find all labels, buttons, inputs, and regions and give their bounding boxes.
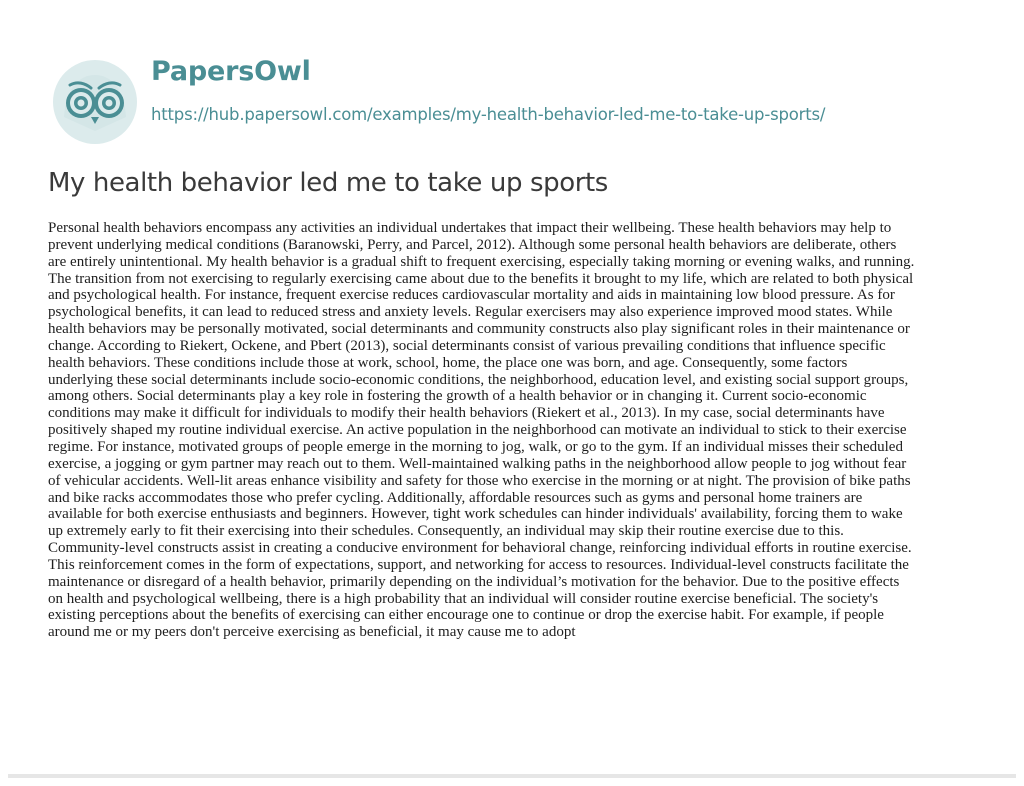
body-text-line: underlying these social determinants include socio-economic conditions, the neighborhood, education level, and existing social support groups, (48, 371, 909, 388)
footer-divider (8, 774, 1016, 778)
body-text-line: positively shaped my routine individual exercise. An active population in the neighborhood can motivate an individual to stick to their exercise (48, 422, 907, 439)
body-text-line: available for both exercise enthusiasts and beginners. However, tight work schedules can hinder individuals' availability, forcing them to wake (48, 506, 903, 523)
body-text-line: are entirely unintentional. My health behavior is a gradual shift to frequent exercising, especially taking morning or evening walks, and running. (48, 253, 915, 270)
document-title: My health behavior led me to take up sports (48, 168, 608, 198)
body-text-line: up extremely early to fit their exercising into their schedules. Consequently, an individual may skip their routine exercise due to this. (48, 523, 844, 540)
source-url-link[interactable]: https://hub.papersowl.com/examples/my-health-behavior-led-me-to-take-up-sports/ (151, 105, 826, 124)
body-text-line: maintenance or disregard of a health behavior, primarily depending on the individual’s motivation for the behavior. Due to the positive effects (48, 573, 900, 590)
body-text-line: existing perceptions about the benefits of exercising can either encourage one to continue or drop the exercise habit. For example, if people (48, 607, 884, 624)
body-text-line: health behaviors may be personally motivated, social determinants and community constructs also play significant roles in their maintenance or (48, 321, 910, 338)
body-text-line: and psychological health. For instance, frequent exercise reduces cardiovascular mortality and aids in maintaining low blood pressure. As for (48, 287, 895, 304)
body-text-line: around me or my peers don't perceive exercising as beneficial, it may cause me to adopt (48, 624, 576, 641)
brand-name: PapersOwl (151, 56, 311, 87)
body-text-line: Personal health behaviors encompass any activities an individual undertakes that impact their wellbeing. These health behaviors may help to (48, 220, 892, 236)
body-text-line: prevent underlying medical conditions (Baranowski, Perry, and Parcel, 2012). Although some personal health behaviors are deliberate, others (48, 236, 897, 253)
body-text-line: psychological benefits, it can lead to reduced stress and anxiety levels. Regular exercisers may also experience improved mood states. While (48, 304, 893, 321)
body-text-line: health behaviors. These conditions include those at work, school, home, the place one was born, and age. Consequently, some factors (48, 354, 848, 371)
body-text-line: conditions may make it difficult for individuals to modify their health behaviors (Riekert et al., 2013). In my case, social determinants have (48, 405, 885, 422)
body-text-line: on health and psychological wellbeing, there is a high probability that an individual will consider routine exercise beneficial. The society's (48, 590, 879, 607)
body-text-line: among others. Social determinants play a key role in fostering the growth of a health behavior or in changing it. Current socio-economic (48, 388, 867, 405)
body-text-line: and bike racks accommodates those who prefer cycling. Additionally, affordable resources such as gyms and personal home trainers are (48, 489, 863, 506)
body-text-line: change. According to Riekert, Ockene, and Pbert (2013), social determinants consist of various prevailing conditions that influence specific (48, 337, 886, 354)
body-text-line: Community-level constructs assist in creating a conducive environment for behavioral change, reinforcing individual efforts in routine exercise. (48, 540, 912, 557)
body-text-line: The transition from not exercising to regularly exercising came about due to the benefits it brought to my life, which are related to both physical (48, 270, 914, 287)
body-text-line: regime. For instance, motivated groups of people emerge in the morning to jog, walk, or go to the gym. If an individual misses their scheduled (48, 438, 903, 455)
body-text-line: of vehicular accidents. Well-lit areas enhance visibility and safety for those who exercise in the morning or at night. The provision of bike paths (48, 472, 911, 489)
document-body (48, 220, 988, 641)
body-text-line: exercise, a jogging or gym partner may reach out to them. Well-maintained walking paths in the neighborhood allow people to jog without fear (48, 455, 907, 472)
body-text-line: This reinforcement comes in the form of expectations, support, and networking for access to resources. Individual-level constructs facilitate the (48, 556, 909, 573)
site-header (50, 55, 980, 135)
owl-face-icon (50, 57, 140, 147)
